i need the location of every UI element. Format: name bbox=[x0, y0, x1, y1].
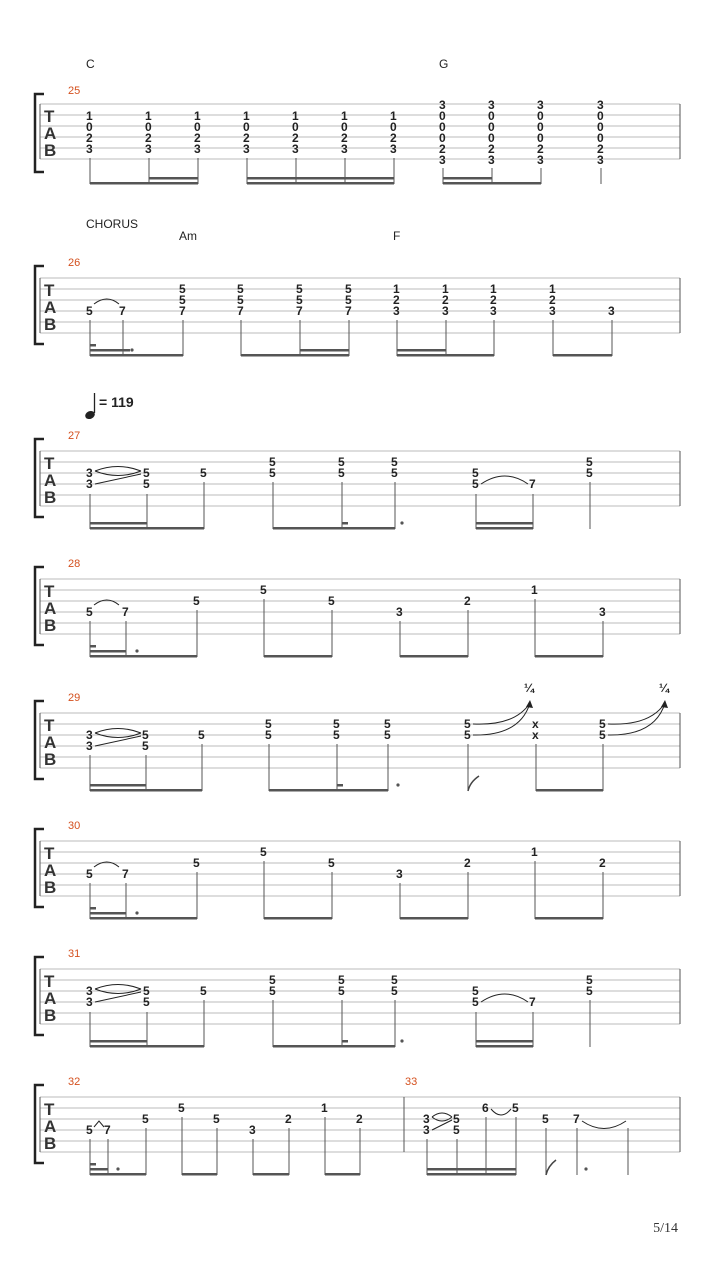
system-6 bbox=[35, 820, 680, 920]
fret: 5 bbox=[269, 455, 276, 469]
rhythm-beams bbox=[90, 645, 603, 658]
svg-text:0: 0 bbox=[439, 131, 446, 145]
fret: 5 bbox=[472, 477, 479, 491]
fret: 5 bbox=[200, 466, 207, 480]
svg-text:0: 0 bbox=[243, 120, 250, 134]
svg-text:2: 2 bbox=[243, 131, 250, 145]
chord-f: F bbox=[393, 229, 401, 243]
page-number: 5/14 bbox=[653, 1221, 678, 1236]
c-chord-4 bbox=[243, 109, 250, 156]
measure-number: 27 bbox=[68, 430, 81, 442]
tab-letter-t: T bbox=[44, 454, 55, 473]
fret: 5 bbox=[599, 717, 606, 731]
svg-text:0: 0 bbox=[537, 109, 544, 123]
chord-c: C bbox=[86, 57, 95, 71]
fret: 3 bbox=[86, 995, 93, 1009]
fret: 3 bbox=[396, 605, 403, 619]
svg-text:2: 2 bbox=[292, 131, 299, 145]
fret: 5 bbox=[265, 728, 272, 742]
fret: 3 bbox=[86, 466, 93, 480]
measure-number: 30 bbox=[68, 820, 81, 832]
fret: 5 bbox=[86, 1123, 93, 1137]
rhythm-beams bbox=[90, 521, 533, 529]
g-chord-3 bbox=[537, 98, 544, 167]
fret: 3 bbox=[608, 304, 615, 318]
slide-marks bbox=[95, 729, 141, 747]
fret: 3 bbox=[86, 477, 93, 491]
rhythm-stems bbox=[90, 861, 603, 919]
rhythm-beams bbox=[90, 907, 603, 920]
fret: 7 bbox=[529, 477, 536, 491]
fret: 5 bbox=[200, 984, 207, 998]
fret: 5 bbox=[338, 466, 345, 480]
svg-text:1: 1 bbox=[549, 282, 556, 296]
g-chord-4 bbox=[597, 98, 604, 167]
slur bbox=[491, 1109, 511, 1115]
fret: 3 bbox=[86, 728, 93, 742]
f-chord-2 bbox=[442, 282, 449, 318]
fret: 5 bbox=[464, 728, 471, 742]
svg-text:2: 2 bbox=[390, 131, 397, 145]
svg-text:3: 3 bbox=[390, 142, 397, 156]
svg-text:3: 3 bbox=[537, 153, 544, 167]
svg-text:0: 0 bbox=[86, 120, 93, 134]
system-2 bbox=[35, 217, 680, 357]
tab-letter-a: A bbox=[44, 599, 57, 618]
fret: 3 bbox=[423, 1123, 430, 1137]
fret: 5 bbox=[472, 466, 479, 480]
c-chord-5 bbox=[292, 109, 299, 156]
svg-text:7: 7 bbox=[179, 304, 186, 318]
svg-text:0: 0 bbox=[537, 120, 544, 134]
fret: 5 bbox=[86, 867, 93, 881]
fret: 7 bbox=[119, 304, 126, 318]
fret: 5 bbox=[265, 717, 272, 731]
rhythm-beams bbox=[90, 344, 612, 357]
svg-text:2: 2 bbox=[393, 293, 400, 307]
measure-number: 28 bbox=[68, 558, 81, 570]
fret: 3 bbox=[599, 605, 606, 619]
svg-text:2: 2 bbox=[194, 131, 201, 145]
svg-text:3: 3 bbox=[341, 142, 348, 156]
bend-arrow-icon bbox=[661, 700, 668, 708]
fret: 5 bbox=[599, 728, 606, 742]
fret: 2 bbox=[464, 594, 471, 608]
fret: 5 bbox=[142, 1112, 149, 1126]
c-chord-6 bbox=[341, 109, 348, 156]
staff-lines bbox=[40, 451, 680, 506]
fret: 5 bbox=[472, 984, 479, 998]
fret: 5 bbox=[338, 455, 345, 469]
eighth-flag-icon bbox=[468, 776, 479, 791]
svg-text:0: 0 bbox=[488, 131, 495, 145]
svg-text:0: 0 bbox=[597, 131, 604, 145]
eighth-flag-icon bbox=[546, 1160, 556, 1175]
bend-amount: ¼ bbox=[524, 681, 535, 695]
system-7 bbox=[35, 948, 680, 1048]
svg-text:3: 3 bbox=[488, 153, 495, 167]
system-3 bbox=[35, 393, 680, 530]
fret: 1 bbox=[531, 583, 538, 597]
chord-column-group bbox=[86, 98, 604, 167]
rhythm-stems bbox=[90, 599, 603, 657]
chord-g: G bbox=[439, 57, 449, 71]
fret: 3 bbox=[249, 1123, 256, 1137]
fret: 5 bbox=[391, 455, 398, 469]
svg-text:3: 3 bbox=[488, 98, 495, 112]
system-4 bbox=[35, 558, 680, 658]
fret: 5 bbox=[338, 973, 345, 987]
svg-text:0: 0 bbox=[488, 120, 495, 134]
svg-text:2: 2 bbox=[341, 131, 348, 145]
fret: 1 bbox=[321, 1101, 328, 1115]
fret: 7 bbox=[122, 605, 129, 619]
fret: 5 bbox=[384, 728, 391, 742]
fret: 1 bbox=[531, 845, 538, 859]
fret: 5 bbox=[213, 1112, 220, 1126]
fret: 5 bbox=[384, 717, 391, 731]
fret: 5 bbox=[193, 594, 200, 608]
rhythm-beams bbox=[90, 1163, 588, 1176]
svg-text:0: 0 bbox=[597, 120, 604, 134]
svg-text:1: 1 bbox=[243, 109, 250, 123]
c-chord-2 bbox=[145, 109, 152, 156]
svg-text:3: 3 bbox=[145, 142, 152, 156]
fret: 5 bbox=[260, 583, 267, 597]
fret: 5 bbox=[143, 477, 150, 491]
tie bbox=[582, 1121, 626, 1129]
fret: 5 bbox=[269, 973, 276, 987]
svg-text:2: 2 bbox=[86, 131, 93, 145]
am-chord-4 bbox=[345, 282, 352, 318]
svg-text:3: 3 bbox=[393, 304, 400, 318]
svg-text:1: 1 bbox=[341, 109, 348, 123]
tab-letter-a: A bbox=[44, 861, 57, 880]
system-8 bbox=[35, 1076, 680, 1176]
fret: 5 bbox=[260, 845, 267, 859]
fret: 5 bbox=[586, 455, 593, 469]
svg-text:5: 5 bbox=[345, 282, 352, 296]
fret: 5 bbox=[391, 466, 398, 480]
svg-text:1: 1 bbox=[390, 109, 397, 123]
svg-text:3: 3 bbox=[442, 304, 449, 318]
staff-lines bbox=[40, 841, 680, 896]
rhythm-stems bbox=[90, 320, 612, 356]
fret: 3 bbox=[396, 867, 403, 881]
slur bbox=[481, 476, 528, 484]
svg-text:0: 0 bbox=[488, 109, 495, 123]
svg-text:5: 5 bbox=[179, 282, 186, 296]
f-chord-3 bbox=[490, 282, 497, 318]
staff-lines bbox=[40, 969, 680, 1024]
svg-text:0: 0 bbox=[341, 120, 348, 134]
fret: 5 bbox=[143, 995, 150, 1009]
am-chord-2 bbox=[237, 282, 244, 318]
fret: 5 bbox=[198, 728, 205, 742]
svg-text:0: 0 bbox=[145, 120, 152, 134]
svg-text:3: 3 bbox=[597, 98, 604, 112]
svg-text:5: 5 bbox=[296, 282, 303, 296]
rhythm-beams bbox=[90, 1039, 533, 1047]
fret: 3 bbox=[86, 739, 93, 753]
slide-marks bbox=[432, 1113, 452, 1130]
c-chord-7 bbox=[390, 109, 397, 156]
g-chord-2 bbox=[488, 98, 495, 167]
tab-letter-b: B bbox=[44, 315, 57, 334]
fret: 7 bbox=[529, 995, 536, 1009]
f-chord-4 bbox=[549, 282, 556, 318]
tab-letter-b: B bbox=[44, 750, 57, 769]
bend-curve bbox=[473, 703, 530, 735]
rhythm-beams bbox=[90, 783, 603, 791]
fret: 2 bbox=[356, 1112, 363, 1126]
slide-marks bbox=[95, 467, 141, 485]
tempo-marking bbox=[84, 393, 134, 421]
tab-letter-a: A bbox=[44, 124, 57, 143]
slur bbox=[481, 994, 528, 1002]
svg-text:1: 1 bbox=[393, 282, 400, 296]
system-5 bbox=[35, 681, 680, 792]
svg-text:7: 7 bbox=[237, 304, 244, 318]
svg-text:5: 5 bbox=[237, 293, 244, 307]
slur bbox=[94, 1121, 104, 1127]
svg-text:7: 7 bbox=[345, 304, 352, 318]
fret: 5 bbox=[269, 466, 276, 480]
tab-letter-b: B bbox=[44, 878, 57, 897]
tab-letter-a: A bbox=[44, 298, 57, 317]
svg-text:3: 3 bbox=[597, 153, 604, 167]
svg-text:3: 3 bbox=[243, 142, 250, 156]
svg-text:5: 5 bbox=[237, 282, 244, 296]
fret: 5 bbox=[472, 995, 479, 1009]
svg-text:3: 3 bbox=[194, 142, 201, 156]
rhythm-beams bbox=[90, 177, 541, 185]
svg-text:0: 0 bbox=[439, 120, 446, 134]
svg-text:0: 0 bbox=[439, 109, 446, 123]
bend-amount: ¼ bbox=[659, 681, 670, 695]
fret: 5 bbox=[391, 984, 398, 998]
fret: 5 bbox=[512, 1101, 519, 1115]
chord-am: Am bbox=[179, 229, 197, 243]
tab-letter-t: T bbox=[44, 972, 55, 991]
svg-text:3: 3 bbox=[292, 142, 299, 156]
svg-text:2: 2 bbox=[537, 142, 544, 156]
staff-lines bbox=[40, 278, 680, 333]
tab-letter-a: A bbox=[44, 1117, 57, 1136]
svg-text:1: 1 bbox=[442, 282, 449, 296]
tab-letter-a: A bbox=[44, 733, 57, 752]
svg-text:0: 0 bbox=[390, 120, 397, 134]
svg-text:3: 3 bbox=[86, 142, 93, 156]
svg-text:2: 2 bbox=[442, 293, 449, 307]
svg-text:1: 1 bbox=[292, 109, 299, 123]
fret: 5 bbox=[193, 856, 200, 870]
fret: 5 bbox=[142, 739, 149, 753]
svg-text:5: 5 bbox=[296, 293, 303, 307]
tab-letter-a: A bbox=[44, 989, 57, 1008]
tab-letter-b: B bbox=[44, 488, 57, 507]
fret: 5 bbox=[143, 984, 150, 998]
fret: 5 bbox=[586, 973, 593, 987]
svg-text:3: 3 bbox=[439, 153, 446, 167]
fret: 5 bbox=[464, 717, 471, 731]
tab-letter-t: T bbox=[44, 844, 55, 863]
fret: 7 bbox=[122, 867, 129, 881]
tab-letter-t: T bbox=[44, 1100, 55, 1119]
tab-letter-b: B bbox=[44, 141, 57, 160]
tab-letter-a: A bbox=[44, 471, 57, 490]
measure-number: 29 bbox=[68, 692, 81, 704]
am-chord-3 bbox=[296, 282, 303, 318]
c-chord-1 bbox=[86, 109, 93, 156]
svg-text:1: 1 bbox=[145, 109, 152, 123]
svg-text:0: 0 bbox=[292, 120, 299, 134]
tab-letter-t: T bbox=[44, 107, 55, 126]
fret: 5 bbox=[86, 304, 93, 318]
fret: 5 bbox=[178, 1101, 185, 1115]
svg-text:2: 2 bbox=[439, 142, 446, 156]
bend-curve bbox=[608, 703, 665, 735]
system-1 bbox=[35, 57, 680, 185]
svg-text:3: 3 bbox=[490, 304, 497, 318]
fret: 5 bbox=[143, 466, 150, 480]
svg-text:0: 0 bbox=[597, 109, 604, 123]
tempo-value: = 119 bbox=[99, 394, 134, 410]
fret: 6 bbox=[482, 1101, 489, 1115]
svg-text:7: 7 bbox=[296, 304, 303, 318]
c-chord-3 bbox=[194, 109, 201, 156]
tab-letter-t: T bbox=[44, 716, 55, 735]
dead-note: x bbox=[532, 728, 539, 742]
fret: 5 bbox=[338, 984, 345, 998]
bend-arrow-icon bbox=[526, 700, 533, 708]
fret: 5 bbox=[269, 984, 276, 998]
svg-text:2: 2 bbox=[145, 131, 152, 145]
fret: 5 bbox=[542, 1112, 549, 1126]
fret: 3 bbox=[86, 984, 93, 998]
svg-text:3: 3 bbox=[537, 98, 544, 112]
fret: 5 bbox=[86, 605, 93, 619]
measure-number: 31 bbox=[68, 948, 81, 960]
fret: 5 bbox=[142, 728, 149, 742]
svg-text:1: 1 bbox=[86, 109, 93, 123]
rhythm-stems bbox=[90, 158, 601, 184]
fret: 5 bbox=[391, 973, 398, 987]
fret: 7 bbox=[573, 1112, 580, 1126]
fret: 7 bbox=[104, 1123, 111, 1137]
f-chord-1 bbox=[393, 282, 400, 318]
svg-text:1: 1 bbox=[194, 109, 201, 123]
tab-letter-t: T bbox=[44, 582, 55, 601]
svg-text:5: 5 bbox=[179, 293, 186, 307]
svg-text:0: 0 bbox=[537, 131, 544, 145]
tab-letter-b: B bbox=[44, 1006, 57, 1025]
slide-marks bbox=[95, 985, 141, 1003]
fret: 5 bbox=[586, 984, 593, 998]
fret: 5 bbox=[453, 1123, 460, 1137]
svg-text:2: 2 bbox=[549, 293, 556, 307]
measure-number: 26 bbox=[68, 257, 81, 269]
fret: 2 bbox=[599, 856, 606, 870]
g-chord-1 bbox=[439, 98, 446, 167]
fret: 5 bbox=[453, 1112, 460, 1126]
measure-number: 32 bbox=[68, 1076, 81, 1088]
tab-letter-t: T bbox=[44, 281, 55, 300]
measure-number: 33 bbox=[405, 1076, 418, 1088]
am-chord-1 bbox=[179, 282, 186, 318]
section-label-chorus: CHORUS bbox=[86, 217, 139, 231]
tab-letter-b: B bbox=[44, 1134, 57, 1153]
svg-text:3: 3 bbox=[549, 304, 556, 318]
fret: 5 bbox=[328, 856, 335, 870]
staff-lines bbox=[40, 104, 680, 159]
svg-text:3: 3 bbox=[439, 98, 446, 112]
fret: 5 bbox=[333, 717, 340, 731]
dead-note: x bbox=[532, 717, 539, 731]
svg-text:0: 0 bbox=[194, 120, 201, 134]
fret: 2 bbox=[285, 1112, 292, 1126]
svg-text:2: 2 bbox=[490, 293, 497, 307]
measure-number: 25 bbox=[68, 85, 81, 97]
svg-text:2: 2 bbox=[488, 142, 495, 156]
fret: 5 bbox=[586, 466, 593, 480]
fret: 5 bbox=[328, 594, 335, 608]
svg-text:5: 5 bbox=[345, 293, 352, 307]
staff-lines bbox=[40, 713, 680, 768]
fret: 2 bbox=[464, 856, 471, 870]
staff-lines bbox=[40, 579, 680, 634]
svg-text:2: 2 bbox=[597, 142, 604, 156]
fret: 3 bbox=[423, 1112, 430, 1126]
svg-text:1: 1 bbox=[490, 282, 497, 296]
tab-letter-b: B bbox=[44, 616, 57, 635]
fret: 5 bbox=[333, 728, 340, 742]
